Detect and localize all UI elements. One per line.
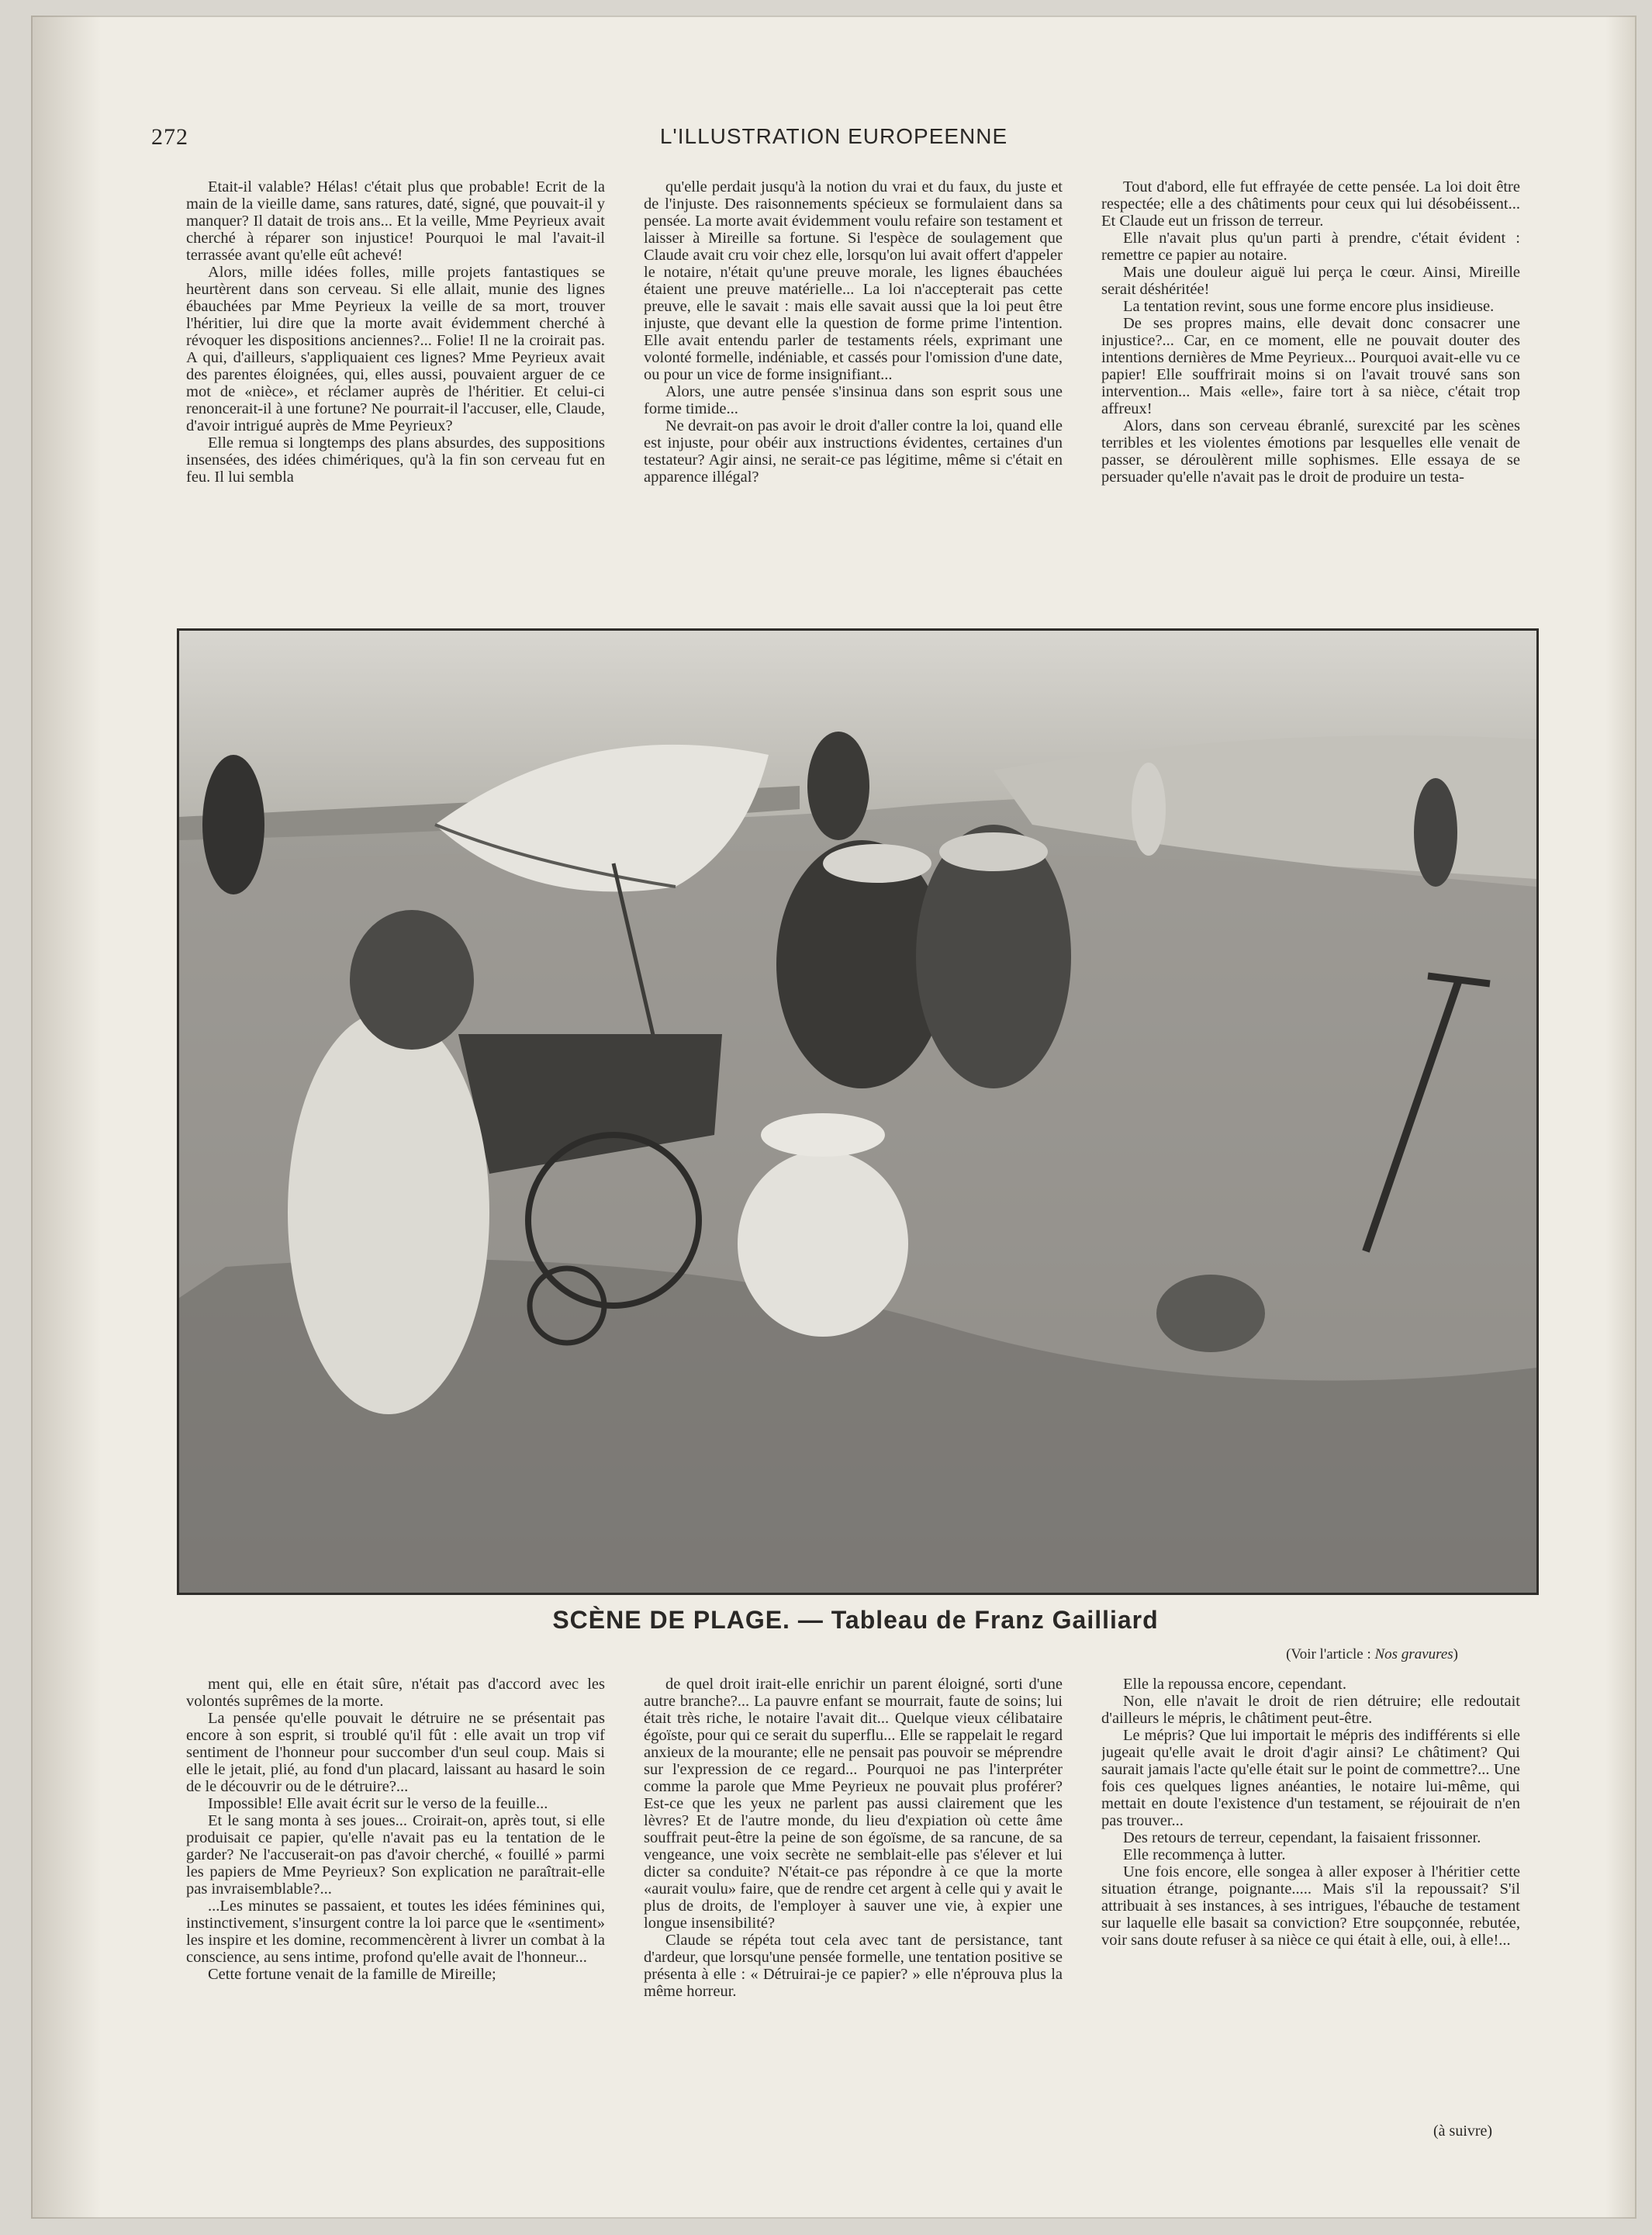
continuation-note: (à suivre)	[1433, 2123, 1493, 2140]
page-header	[151, 124, 1516, 155]
beach-scene-painting	[177, 628, 1539, 1595]
bucket	[1156, 1275, 1265, 1352]
painting-illustration	[179, 631, 1536, 1593]
bottom-text-columns	[186, 1676, 1520, 2095]
text-column-1	[186, 178, 605, 582]
fold-shadow	[31, 16, 101, 2219]
paragraph: Tout d'abord, elle fut effrayée de cette pensée. La loi doit être respectée; elle a des châtiments pour ceux qui lui désobéissent... Et Claude eut un frisson de terreur.	[1101, 178, 1520, 230]
paragraph: Et le sang monta à ses joues... Croirait-on, après tout, si elle produisait ce papier, qu'elle n'avait pas eu la tentation de le garder? Ne l'accuserait-on pas d'avoir cherché, « fouillé » parmi les papiers de Mme Peyrieux? Son explication ne paraîtrait-elle pas invraisemblable?...	[186, 1812, 605, 1898]
paragraph: Elle recommença à lutter.	[1123, 1846, 1286, 1863]
paragraph: Elle la repoussa encore, cependant.	[1123, 1676, 1347, 1693]
paragraph: Claude se répéta tout cela avec tant de persistance, tant d'ardeur, que lorsqu'une pensée formelle, une tentation positive se présenta à elle : « Détruirai-je ce papier? » elle n'éprouva plus la même horreur.	[644, 1932, 1063, 2000]
paragraph: Ne devrait-on pas avoir le droit d'aller contre la loi, quand elle est injuste, pour obéir aux instructions évidentes, certaines d'un testateur? Agir ainsi, ne serait-ce pas légitime, même si c'était en apparence illégal?	[644, 417, 1063, 486]
paragraph: Une fois encore, elle songea à aller exposer à l'héritier cette situation étrange, poignante..... Mais s'il la repoussait? S'il attribuait à ses instances, à ses intrigues, l'ébauche de testament sur laquelle elle basait sa conviction? Etre soupçonnée, rebutée, voir sans doute refuser à sa nièce ce qui était à elle, oui, à elle!...	[1101, 1863, 1520, 1949]
top-text-columns	[186, 178, 1520, 582]
paragraph: qu'elle perdait jusqu'à la notion du vrai et du faux, du juste et de l'injuste. Des raisonnements spécieux se formulaient dans sa pensée. La morte avait évidemment voulu refaire son testament et laisser à Mireille sa fortune. Si l'espèce de soulagement que Claude avait cru voir chez elle, lorsqu'on lui avait offert d'appeler le notaire, n'était qu'une preuve morale, les lignes ébauchées étaient une preuve matérielle... La loi n'accepterait pas cette preuve, elle le savait : mais elle savait aussi que la loi peut être injuste, que devant elle la question de forme prime l'intention. Elle avait entendu parler de testaments réels, exprimant une volonté formelle, indéniable, et cassés pour l'omission d'une date, ou pour un vice de forme insignifiant...	[644, 178, 1063, 383]
text-column-4	[186, 1676, 605, 2095]
figure-caption: SCÈNE DE PLAGE. — Tableau de Franz Gailliard	[552, 1606, 1159, 1634]
paragraph: La pensée qu'elle pouvait le détruire ne se présentait pas encore à son esprit, si troublé qu'il fût : elle avait un trop vif sentiment de l'honneur pour succomber d'un seul coup. Mais si elle le jetait, plié, au fond d'un placard, laissant au hasard le soin de le découvrir ou de le détruire?...	[186, 1710, 605, 1795]
paragraph: Non, elle n'avait le droit de rien détruire; elle redoutait d'ailleurs le mépris, le châtiment peut-être.	[1101, 1693, 1520, 1727]
caption-note-ref: Nos gravures	[1374, 1646, 1453, 1662]
paragraph: Des retours de terreur, cependant, la faisaient frissonner.	[1123, 1829, 1481, 1846]
page-number: 272	[151, 124, 188, 150]
paragraph: Alors, mille idées folles, mille projets fantastiques se heurtèrent dans son cerveau. Si elle allait, munie des lignes ébauchées par Mme Peyrieux la veille de sa mort, trouver l'héritier, lui dire que la morte avait évidemment cherché à révoquer les dispositions anciennes?... Folie! Il ne la croirait pas. A qui, d'ailleurs, s'appliquaient ces lignes? Mme Peyrieux avait des parentes éloignées, qui, elles aussi, pouvaient arguer de ce mot de «nièce», et réclamer auprès de l'héritier. Et celui-ci renoncerait-il à une fortune? Ne pourrait-il l'accuser, elle, Claude, d'avoir intrigué auprès de Mme Peyrieux?	[186, 264, 605, 434]
text-column-6	[1101, 1676, 1520, 2095]
text-column-2	[644, 178, 1063, 582]
paragraph: Alors, une autre pensée s'insinua dans son esprit sous une forme timide...	[644, 383, 1063, 417]
caption-note-suffix: )	[1453, 1646, 1458, 1662]
paragraph: de quel droit irait-elle enrichir un parent éloigné, sorti d'une autre branche?... La pauvre enfant se mourrait, faute de soins; lui était très riche, le notaire l'avait dit... Quelque vieux célibataire égoïste, pour qui ce serait du superflu... Elle se rappelait le regard anxieux de la mourante; elle ne pensait pas pouvoir se méprendre sur l'expression de ce regard... Pourquoi ne pas l'interpréter comme la parole que Mme Peyrieux ne pouvait plus proférer? Est-ce que les yeux ne parlent pas aussi clairement que les lèvres? Et de l'autre monde, du lieu d'expiation où cette âme souffrait peut-être la peine de son égoïsme, de sa rancune, de sa vengeance, une voix secrète ne semblait-elle pas s'élever et lui dicter sa conduite? N'était-ce pas répondre à ce que la morte «aurait voulu» faire, que de rendre cet argent à celle qui y avait le plus de droits, de l'employer à sauver une vie, à expier une longue insensibilité?	[644, 1676, 1063, 1932]
paragraph: Cette fortune venait de la famille de Mireille;	[208, 1966, 496, 1983]
paragraph: La tentation revint, sous une forme encore plus insidieuse.	[1123, 298, 1495, 315]
caption-note-prefix: (Voir l'article :	[1286, 1646, 1371, 1662]
paragraph: De ses propres mains, elle devait donc consacrer une injustice?... Car, en ce moment, elle ne pouvait douter des intentions dernières de Mme Peyrieux... Pourquoi avait-elle vu ce papier! Elle souffrirait moins si on l'avait trouvé sans son intervention... Mais «elle», faire tort à sa nièce, c'était trop affreux!	[1101, 315, 1520, 417]
paragraph: Mais une douleur aiguë lui perça le cœur. Ainsi, Mireille serait déshéritée!	[1101, 264, 1520, 298]
paragraph: Le mépris? Que lui importait le mépris des indifférents si elle jugeait qu'elle avait le droit d'agir ainsi? Le châtiment? Qui saurait jamais l'acte qu'elle était sur le point de commettre?... Une fois ces quelques lignes anéanties, le notaire lui-même, qui mettait en doute l'existence d'un testament, se réjouirait de n'en pas trouver...	[1101, 1727, 1520, 1829]
paragraph: Impossible! Elle avait écrit sur le verso de la feuille...	[208, 1795, 548, 1812]
journal-title: L'ILLUSTRATION EUROPEENNE	[659, 124, 1008, 148]
paragraph: ment qui, elle en était sûre, n'était pas d'accord avec les volontés suprêmes de la morte.	[186, 1676, 605, 1710]
page-edge	[1605, 16, 1636, 2219]
paragraph: Alors, dans son cerveau ébranlé, surexcité par les scènes terribles et les violentes émotions par lesquelles elle venait de passer, se déroulèrent mille sophismes. Elle essaya de se persuader qu'elle n'avait pas le droit de produire un testa-	[1101, 417, 1520, 486]
paragraph: ...Les minutes se passaient, et toutes les idées féminines qui, instinctivement, s'insurgent contre la loi parce que le «sentiment» les inspire et les domine, recommencèrent à livrer un combat à la conscience, au sens intime, profond qu'elle avait de l'honneur...	[186, 1898, 605, 1966]
caption-note	[1286, 1646, 1458, 1663]
paragraph: Etait-il valable? Hélas! c'était plus que probable! Ecrit de la main de la vieille dame, sans ratures, daté, signé, que pouvait-il y manquer? Il datait de trois ans... Et la veille, Mme Peyrieux avait cherché à réparer son injustice! Pourquoi le mal l'avait-il terrassée avant qu'elle eût achevé!	[186, 178, 605, 264]
paragraph: Elle n'avait plus qu'un parti à prendre, c'était évident : remettre ce papier au notaire.	[1101, 230, 1520, 264]
text-column-5	[644, 1676, 1063, 2095]
paragraph: Elle remua si longtemps des plans absurdes, des suppositions insensées, des idées chimériques, qu'à la fin son cerveau fut en feu. Il lui sembla	[186, 434, 605, 486]
text-column-3	[1101, 178, 1520, 582]
